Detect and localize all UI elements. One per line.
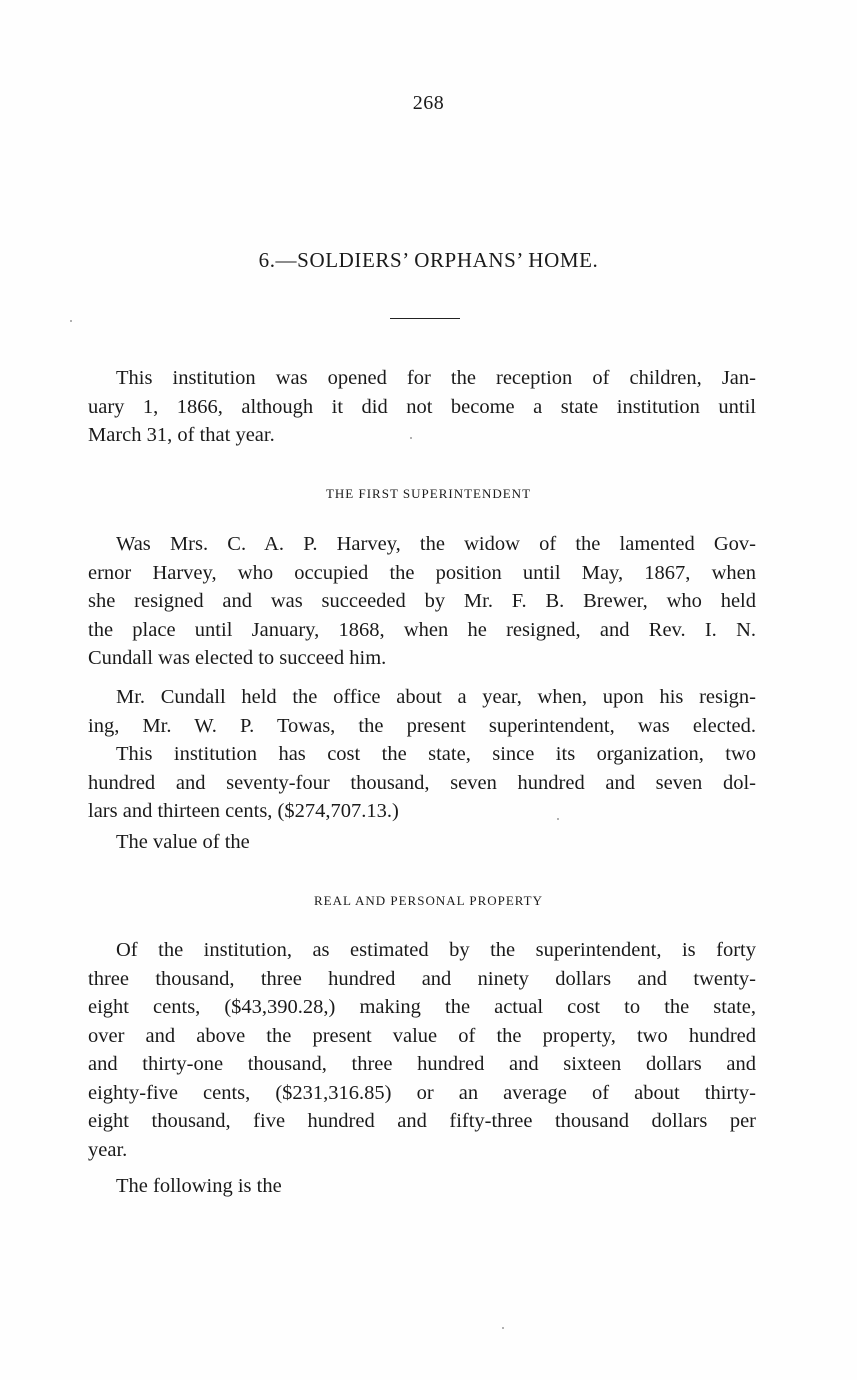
paragraph-property: [88, 936, 756, 1164]
paragraph-line: hundred and seventy-four thousand, seven hundred and seven dol-: [88, 771, 756, 794]
paragraph-line: three thousand, three hundred and ninety dollars and twenty-: [88, 967, 756, 990]
page-number: 268: [412, 92, 445, 114]
scan-speck: [502, 1327, 504, 1329]
paragraph-value-lead: [88, 828, 756, 857]
paragraph-line: and thirty-one thousand, three hundred and sixteen dollars and: [88, 1053, 756, 1075]
paragraph-line: Cundall was elected to succeed him.: [88, 647, 387, 669]
paragraph-line: uary 1, 1866, although it did not become a state institution until: [88, 395, 756, 418]
paragraph-line: Of the institution, as estimated by the superintendent, is forty: [116, 939, 756, 961]
paragraph-line: eight thousand, five hundred and fifty-three thousand dollars per: [88, 1110, 756, 1132]
scan-speck: [410, 437, 412, 439]
paragraph-line: This institution has cost the state, since its organization, two: [116, 743, 756, 765]
paragraph-line: Was Mrs. C. A. P. Harvey, the widow of the lamented Gov-: [116, 533, 756, 555]
paragraph-line: lars and thirteen cents, ($274,707.13.): [88, 800, 399, 822]
paragraph-line: Mr. Cundall held the office about a year, when, upon his resign-: [116, 686, 756, 708]
paragraph-line: ernor Harvey, who occupied the position until May, 1867, when: [88, 561, 756, 584]
subheading-real-personal-property: REAL AND PERSONAL PROPERTY: [313, 893, 544, 908]
paragraph-following-lead: [88, 1172, 756, 1201]
paragraph-line: eighty-five cents, ($231,316.85) or an average of about thirty-: [88, 1081, 756, 1104]
title-rule-divider: [390, 318, 460, 319]
paragraph-line: ing, Mr. W. P. Towas, the present superintendent, was elected.: [88, 714, 756, 737]
chapter-title: 6.—SOLDIERS’ ORPHANS’ HOME.: [258, 248, 599, 272]
paragraph-harvey: [88, 530, 756, 673]
subheading-first-superintendent: THE FIRST SUPERINTENDENT: [325, 486, 532, 501]
paragraph-line: The following is the: [116, 1175, 282, 1197]
scan-speck: [557, 818, 559, 820]
paragraph-line: March 31, of that year.: [88, 424, 275, 446]
paragraph-line: year.: [88, 1138, 128, 1161]
paragraph-line: This institution was opened for the reception of children, Jan-: [116, 367, 756, 389]
paragraph-cost: [88, 740, 756, 826]
paragraph-intro: [88, 364, 756, 450]
paragraph-line: the place until January, 1868, when he resigned, and Rev. I. N.: [88, 618, 756, 641]
paragraph-line: eight cents, ($43,390.28,) making the actual cost to the state,: [88, 996, 756, 1018]
scan-speck: [70, 320, 72, 322]
paragraph-line: The value of the: [116, 831, 250, 853]
paragraph-line: she resigned and was succeeded by Mr. F. B. Brewer, who held: [88, 590, 756, 612]
paragraph-line: over and above the present value of the property, two hundred: [88, 1024, 756, 1047]
paragraph-cundall: [88, 683, 756, 740]
